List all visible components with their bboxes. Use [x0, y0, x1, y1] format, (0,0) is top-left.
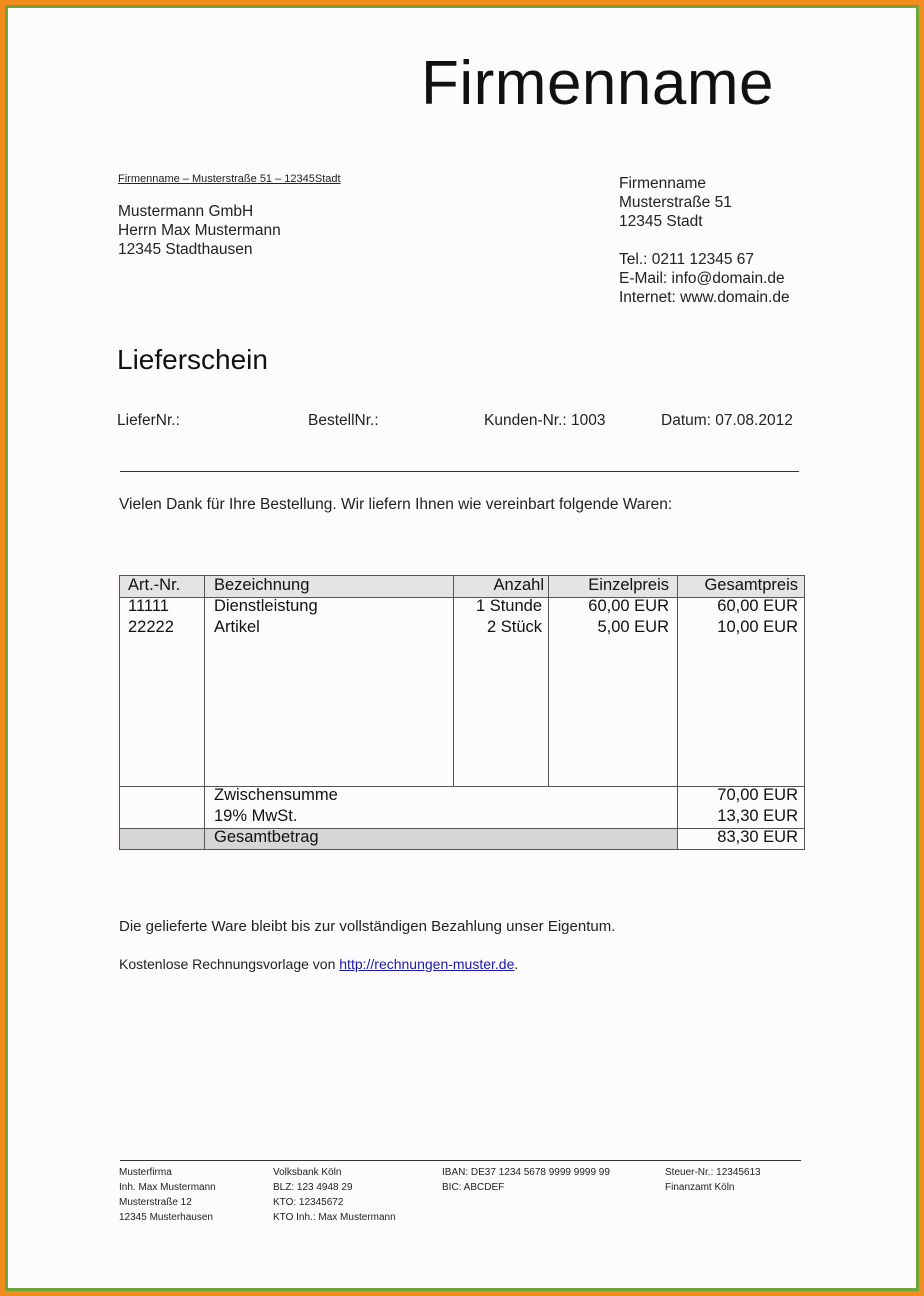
- table-row-anzahl: 2 Stück: [486, 618, 542, 636]
- table-row-bezeichnung: Artikel: [214, 618, 260, 636]
- footer-line: IBAN: DE37 1234 5678 9999 9999 99: [442, 1167, 610, 1178]
- col-divider: [204, 576, 205, 849]
- company-phone: Tel.: 0211 12345 67: [619, 251, 755, 268]
- company-contact: [619, 250, 790, 307]
- document-title: Lieferschein: [117, 344, 268, 375]
- footer-line: BIC: ABCDEF: [442, 1182, 505, 1193]
- footer-iban: [442, 1165, 610, 1195]
- company-logo-title: Firmenname: [421, 49, 774, 118]
- subtotal-label: Zwischensumme: [214, 786, 338, 804]
- divider: [120, 471, 799, 472]
- items-table: [119, 575, 805, 850]
- company-address: [619, 174, 732, 231]
- recipient-person: Herrn Max Mustermann: [118, 222, 281, 239]
- footer-line: Volksbank Köln: [273, 1167, 342, 1178]
- company-email: E-Mail: info@domain.de: [619, 270, 785, 287]
- header-anzahl: Anzahl: [493, 576, 544, 594]
- liefer-nr: LieferNr.:: [117, 412, 180, 429]
- footer-line: Steuer-Nr.: 12345613: [665, 1167, 761, 1178]
- table-row-gesamtpreis: 60,00 EUR: [717, 597, 798, 615]
- footer-line: 12345 Musterhausen: [119, 1212, 213, 1223]
- table-row-einzelpreis: 60,00 EUR: [588, 597, 669, 615]
- footer-tax: [665, 1165, 761, 1195]
- header-einzelpreis: Einzelpreis: [588, 576, 669, 594]
- header-art-nr: Art.-Nr.: [128, 576, 181, 594]
- intro-text: Vielen Dank für Ihre Bestellung. Wir liefern Ihnen wie vereinbart folgende Waren:: [119, 496, 673, 513]
- footer-line: Inh. Max Mustermann: [119, 1182, 216, 1193]
- header-gesamtpreis: Gesamtpreis: [704, 576, 798, 594]
- bestell-nr: BestellNr.:: [308, 412, 379, 429]
- table-row-bezeichnung: Dienstleistung: [214, 597, 318, 615]
- table-row-einzelpreis: 5,00 EUR: [597, 618, 669, 636]
- template-note: [119, 956, 518, 972]
- total-label: Gesamtbetrag: [214, 828, 319, 846]
- template-link[interactable]: http://rechnungen-muster.de: [339, 956, 515, 972]
- recipient-company: Mustermann GmbH: [118, 203, 254, 220]
- kunden-nr: Kunden-Nr.: 1003: [484, 412, 606, 429]
- company-street: Musterstraße 51: [619, 194, 732, 211]
- col-divider: [677, 576, 678, 849]
- footer-line: KTO Inh.: Max Mustermann: [273, 1212, 396, 1223]
- tax-label: 19% MwSt.: [214, 807, 298, 825]
- footer-line: KTO: 12345672: [273, 1197, 344, 1208]
- table-row-art-nr: 11111: [128, 597, 169, 615]
- table-row-anzahl: 1 Stunde: [475, 597, 542, 615]
- col-divider: [548, 576, 549, 786]
- template-note-prefix: Kostenlose Rechnungsvorlage von: [119, 956, 340, 972]
- recipient-city: 12345 Stadthausen: [118, 241, 253, 258]
- ownership-note: Die gelieferte Ware bleibt bis zur vollständigen Bezahlung unser Eigentum.: [119, 918, 616, 935]
- table-row-art-nr: 22222: [128, 618, 174, 636]
- footer-line: Musterstraße 12: [119, 1197, 192, 1208]
- sender-return-address: Firmenname – Musterstraße 51 – 12345Stadt: [118, 173, 341, 185]
- footer-line: Musterfirma: [119, 1167, 172, 1178]
- footer-divider: [120, 1160, 801, 1161]
- recipient-address: [118, 202, 281, 259]
- document-page: [8, 8, 916, 1288]
- company-name: Firmenname: [619, 175, 706, 192]
- tax-value: 13,30 EUR: [717, 807, 798, 825]
- footer-company: [119, 1165, 216, 1225]
- total-value: 83,30 EUR: [717, 828, 798, 846]
- subtotal-value: 70,00 EUR: [717, 786, 798, 804]
- company-internet: Internet: www.domain.de: [619, 289, 790, 306]
- datum: Datum: 07.08.2012: [661, 412, 793, 429]
- template-note-suffix: .: [514, 956, 519, 972]
- footer-line: BLZ: 123 4948 29: [273, 1182, 353, 1193]
- table-row-gesamtpreis: 10,00 EUR: [717, 618, 798, 636]
- header-bezeichnung: Bezeichnung: [214, 576, 310, 594]
- footer-bank: [273, 1165, 396, 1225]
- company-city: 12345 Stadt: [619, 213, 703, 230]
- col-divider: [453, 576, 454, 786]
- footer-line: Finanzamt Köln: [665, 1182, 735, 1193]
